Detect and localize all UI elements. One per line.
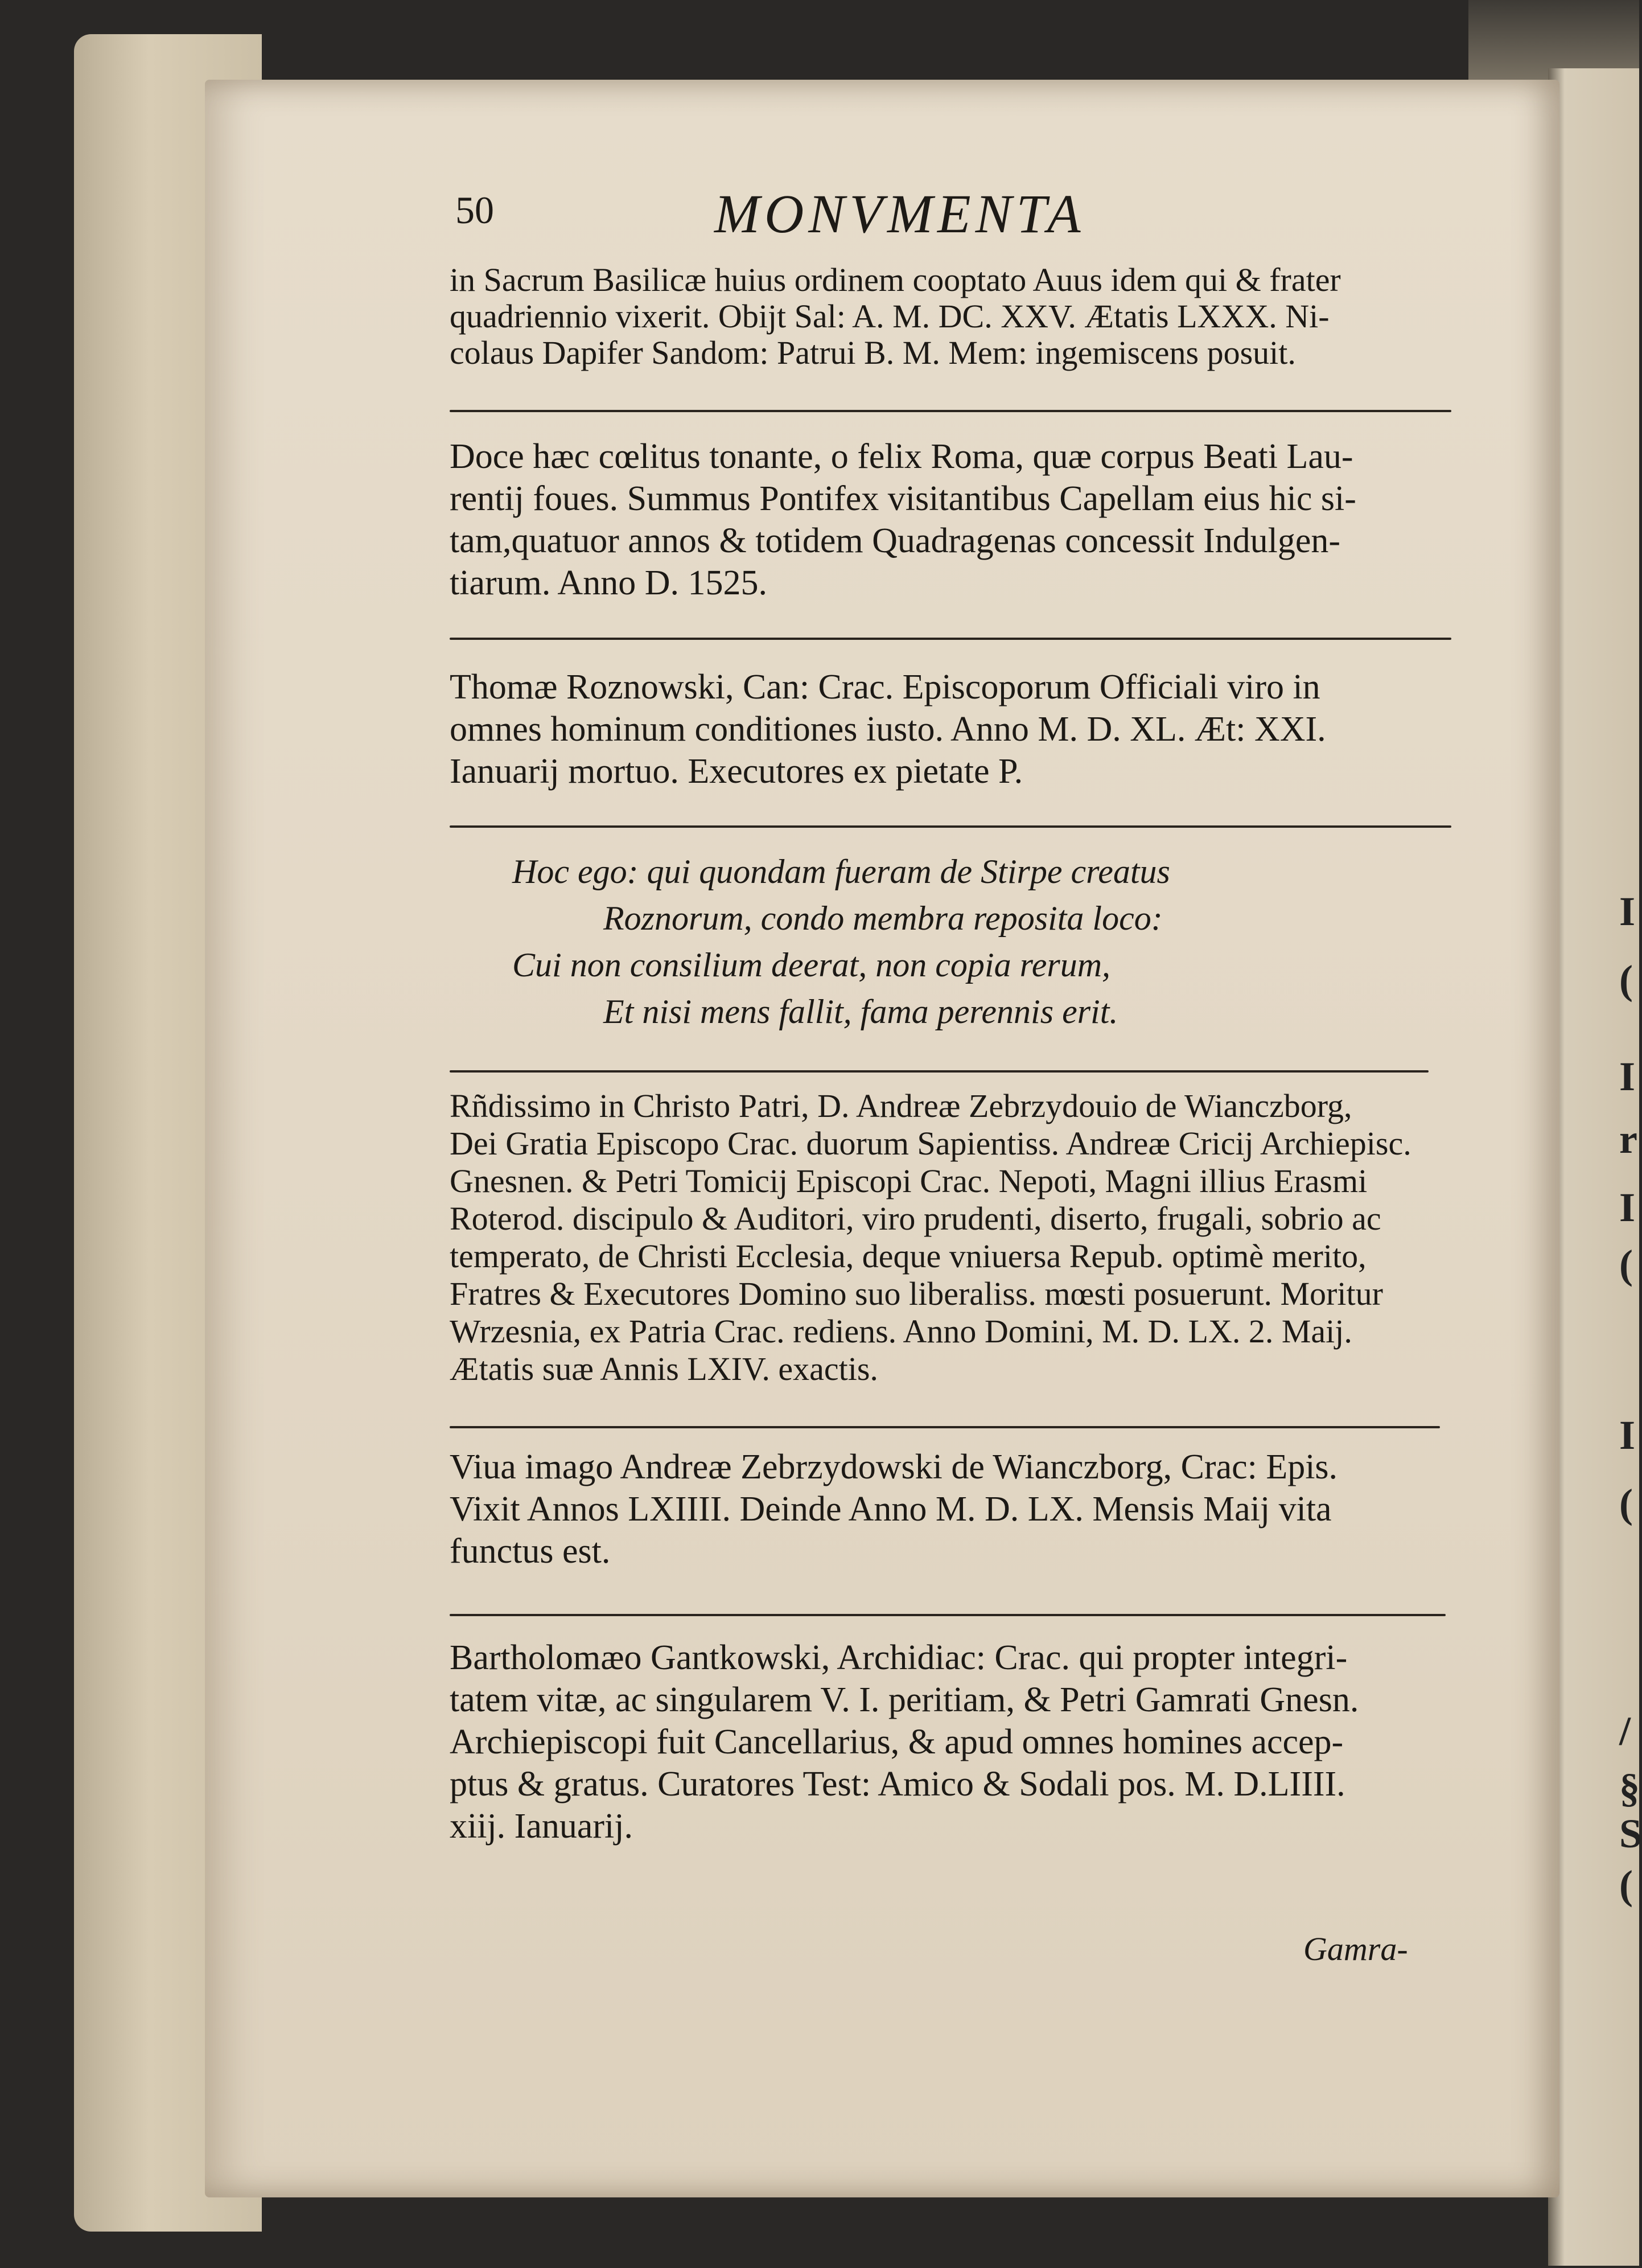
section-divider <box>450 638 1451 640</box>
running-title: MONVMENTA <box>714 183 1085 244</box>
inscription-line: in Sacrum Basilicæ huius ordinem cooptato Auus idem qui & frater <box>450 261 1341 298</box>
inscription-2 <box>450 435 1457 604</box>
inscription-line: xiij. Ianuarij. <box>450 1807 633 1846</box>
inscription-line: Roterod. discipulo & Auditori, viro prudenti, diserto, frugali, sobrio ac <box>450 1200 1381 1237</box>
inscription-line: Gnesnen. & Petri Tomicij Episcopi Crac. Nepoti, Magni illius Erasmi <box>450 1162 1368 1199</box>
inscription-3 <box>450 666 1457 792</box>
section-divider <box>450 410 1451 412</box>
verse-line: Hoc ego: qui quondam fueram de Stirpe creatus <box>512 853 1170 890</box>
facing-page-fragment: I <box>1619 1185 1636 1230</box>
section-divider <box>450 1426 1440 1428</box>
inscription-line: rentij foues. Summus Pontifex visitantibus Capellam eius hic si- <box>450 479 1356 518</box>
epitaph-verse <box>512 848 1423 1035</box>
inscription-line: Wrzesnia, ex Patria Crac. rediens. Anno Domini, M. D. LX. 2. Maij. <box>450 1313 1352 1350</box>
verse-line: Cui non consilium deerat, non copia rerum, <box>512 946 1111 984</box>
page-number: 50 <box>455 188 494 232</box>
inscription-5 <box>450 1087 1457 1388</box>
facing-page-fragment: I <box>1619 1412 1636 1458</box>
verse-line: Roznorum, condo membra reposita loco: <box>603 899 1163 937</box>
verse-line: Et nisi mens fallit, fama perennis erit. <box>603 993 1118 1030</box>
inscription-line: temperato, de Christi Ecclesia, deque vniuersa Repub. optimè merito, <box>450 1238 1367 1275</box>
section-divider <box>450 825 1451 828</box>
facing-page-fragment: ( <box>1619 1242 1633 1287</box>
inscription-line: omnes hominum conditiones iusto. Anno M. D. XL. Æt: XXI. <box>450 710 1326 749</box>
section-divider <box>450 1070 1429 1073</box>
inscription-line: tiarum. Anno D. 1525. <box>450 564 767 602</box>
inscription-line: Ætatis suæ Annis LXIV. exactis. <box>450 1350 878 1387</box>
inscription-line: Dei Gratia Episcopo Crac. duorum Sapientiss. Andreæ Cricij Archiepisc. <box>450 1125 1411 1162</box>
inscription-line: Vixit Annos LXIIII. Deinde Anno M. D. LX. Mensis Maij vita <box>450 1490 1332 1529</box>
facing-page-fragment: I <box>1619 1054 1636 1099</box>
facing-page-fragment: ( <box>1619 957 1633 1002</box>
inscription-line: tatem vitæ, ac singularem V. I. peritiam, & Petri Gamrati Gnesn. <box>450 1681 1359 1719</box>
inscription-line: functus est. <box>450 1532 611 1571</box>
facing-page-edge <box>1548 68 1639 2266</box>
facing-page-fragment: ( <box>1619 1862 1633 1908</box>
facing-page-fragment: S <box>1619 1811 1642 1856</box>
inscription-6 <box>450 1446 1457 1572</box>
facing-page-fragment: r <box>1619 1116 1637 1162</box>
inscription-7 <box>450 1637 1457 1847</box>
inscription-line: Thomæ Roznowski, Can: Crac. Episcoporum Officiali viro in <box>450 668 1320 706</box>
facing-page-fragment: / <box>1619 1708 1631 1754</box>
section-divider <box>450 1614 1446 1616</box>
inscription-line: ptus & gratus. Curatores Test: Amico & Sodali pos. M. D.LIIII. <box>450 1765 1345 1803</box>
inscription-line: Viua imago Andreæ Zebrzydowski de Wianczborg, Crac: Epis. <box>450 1448 1338 1486</box>
inscription-line: quadriennio vixerit. Obijt Sal: A. M. DC. XXV. Ætatis LXXX. Ni- <box>450 298 1330 335</box>
inscription-line: Bartholomæo Gantkowski, Archidiac: Crac. qui propter integri- <box>450 1638 1348 1677</box>
facing-page-fragment: ( <box>1619 1481 1633 1526</box>
inscription-line: Fratres & Executores Domino suo liberaliss. mœsti posuerunt. Moritur <box>450 1275 1383 1312</box>
inscription-line: Doce hæc cœlitus tonante, o felix Roma, quæ corpus Beati Lau- <box>450 437 1353 476</box>
inscription-line: Archiepiscopi fuit Cancellarius, & apud omnes homines accep- <box>450 1723 1344 1761</box>
facing-page-fragment: I <box>1619 889 1636 934</box>
inscription-line: Rñdissimo in Christo Patri, D. Andreæ Zebrzydouio de Wianczborg, <box>450 1087 1352 1124</box>
facing-page-fragment: § <box>1619 1765 1640 1811</box>
inscription-line: Ianuarij mortuo. Executores ex pietate P. <box>450 752 1023 791</box>
inscription-line: tam,quatuor annos & totidem Quadragenas concessit Indulgen- <box>450 521 1341 560</box>
inscription-1 <box>450 262 1457 371</box>
inscription-line: colaus Dapifer Sandom: Patrui B. M. Mem: ingemiscens posuit. <box>450 334 1296 371</box>
catchword: Gamra- <box>1303 1930 1408 1967</box>
